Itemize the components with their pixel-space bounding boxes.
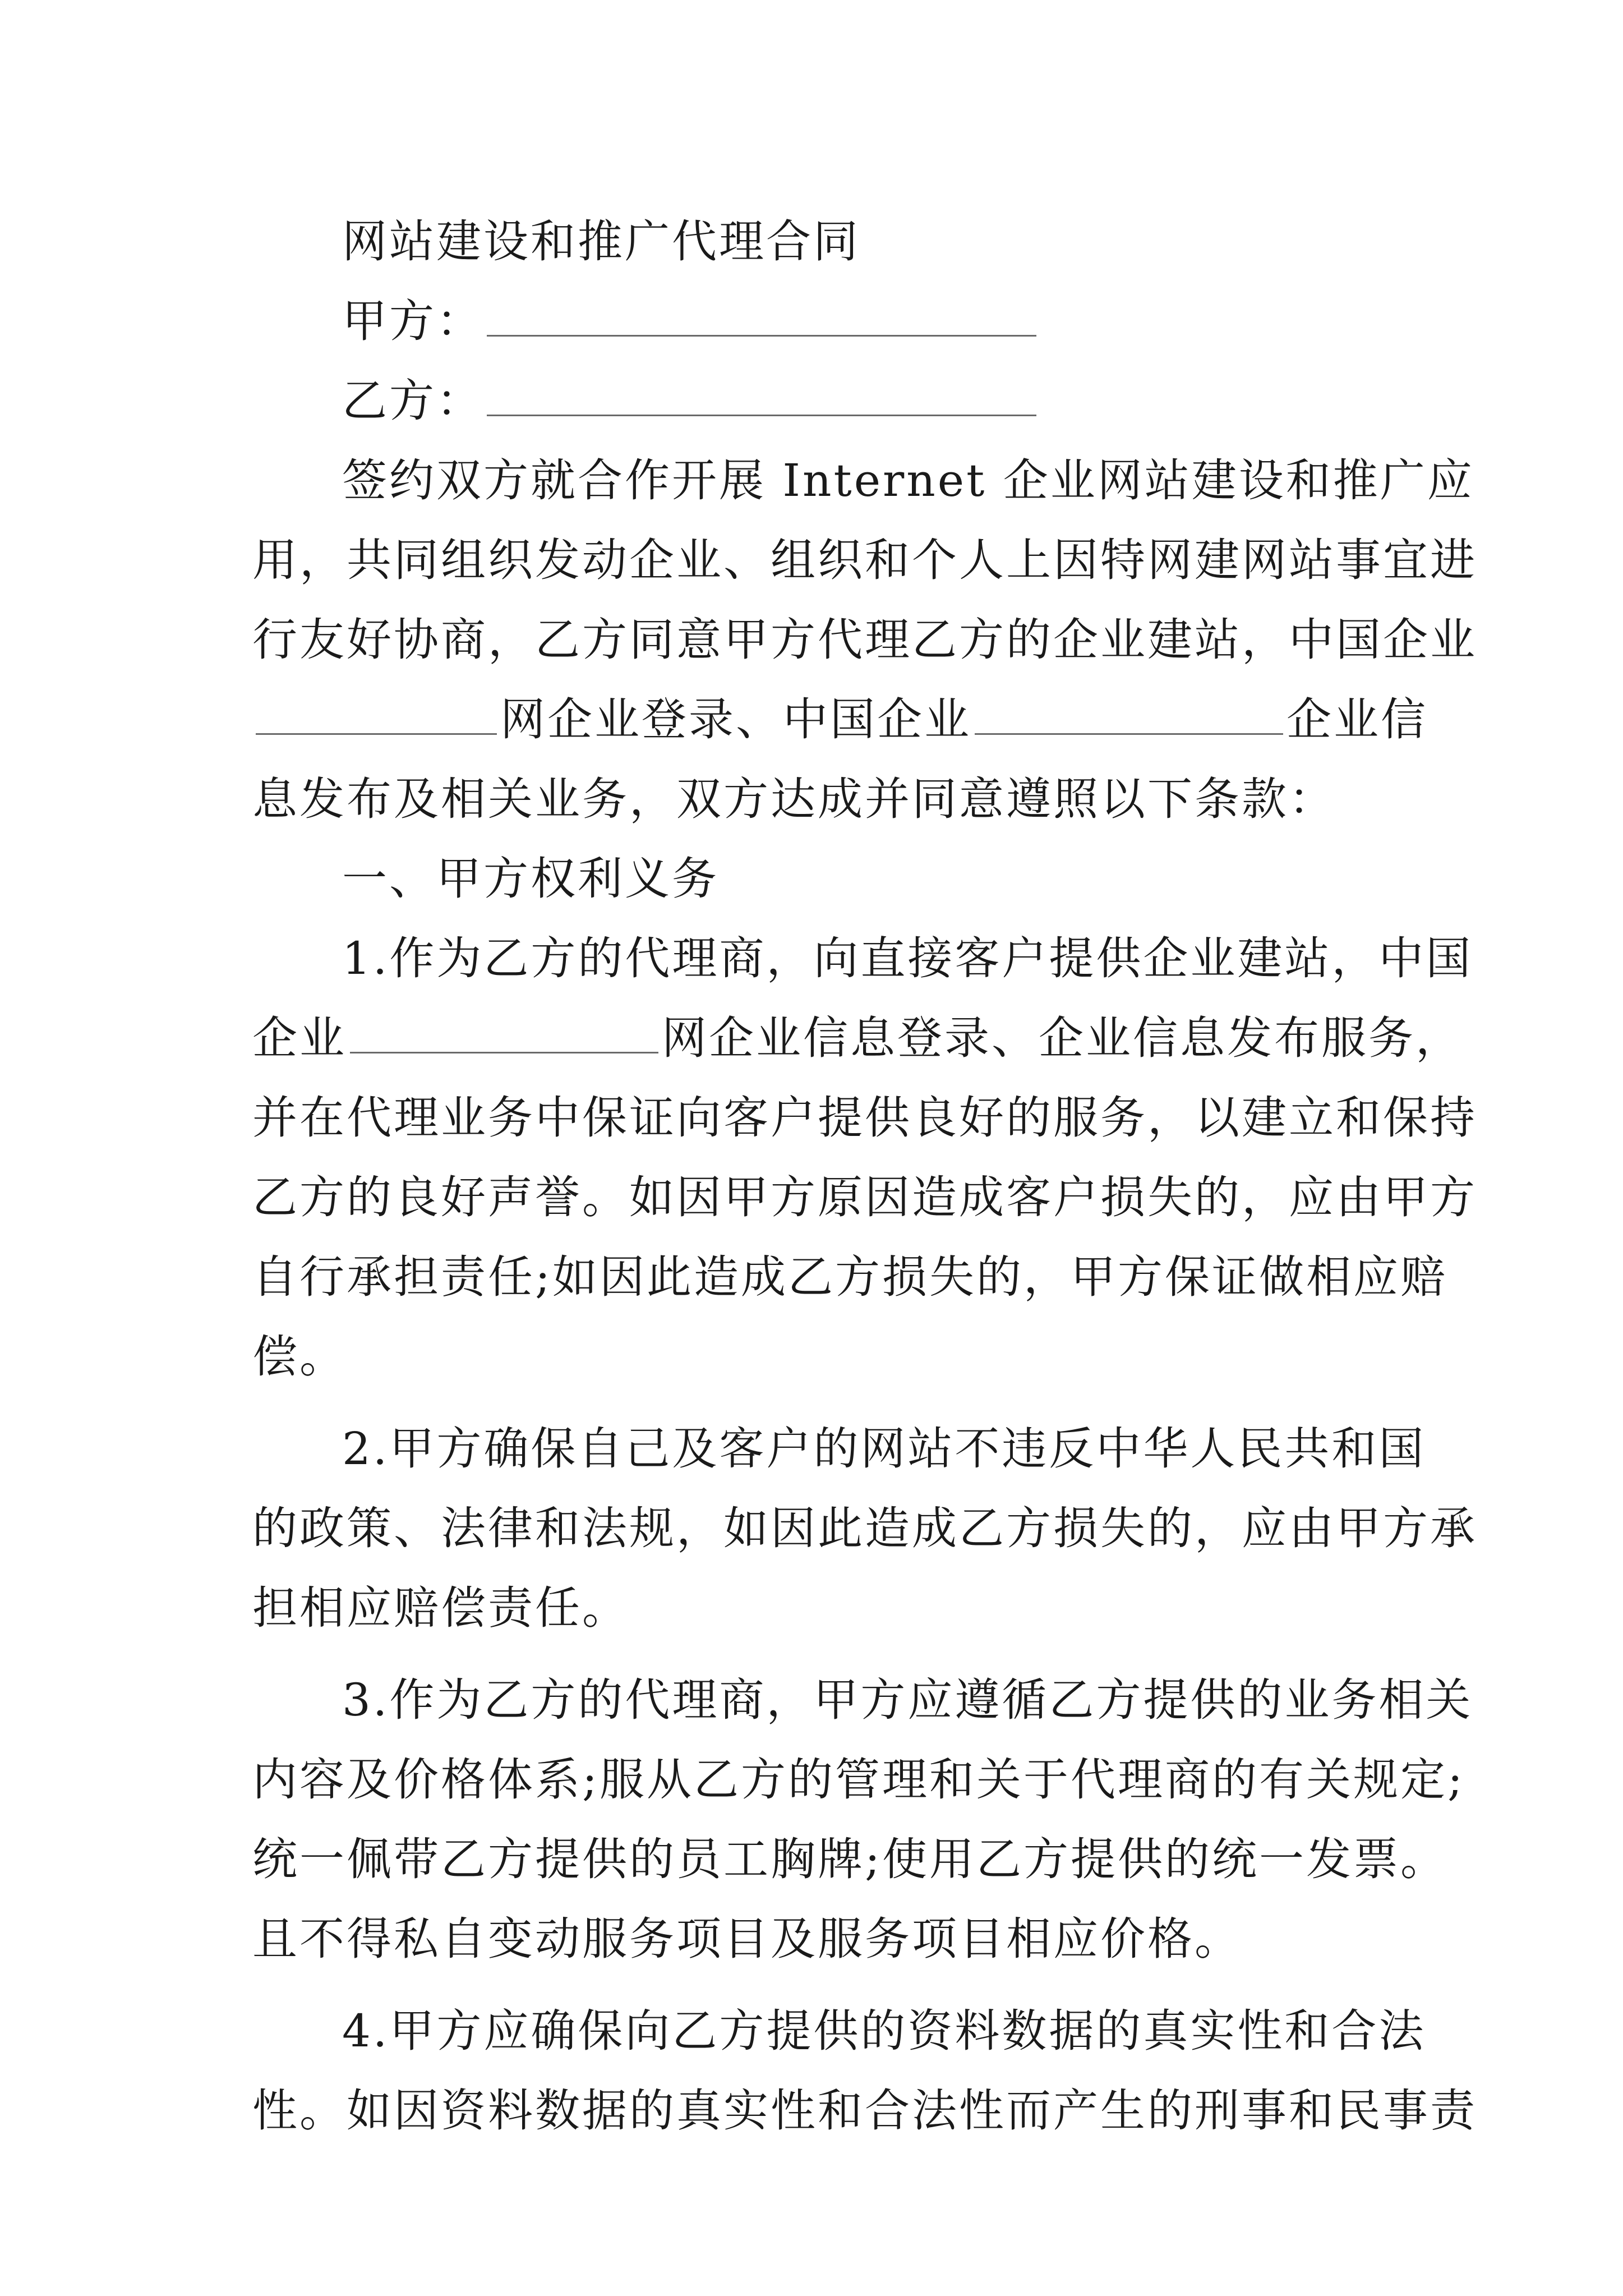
- intro-line-4: [252, 680, 1428, 760]
- clause-2-line-3: 担相应赔偿责任。: [252, 1582, 629, 1634]
- clause-1-line-3: 并在代理业务中保证向客户提供良好的服务，以建立和保持: [252, 1092, 1477, 1144]
- clause-3-line-4: 且不得私自变动服务项目及服务项目相应价格。: [252, 1913, 1242, 1965]
- intro-line-2: 用，共同组织发动企业、组织和个人上因特网建网站事宜进: [252, 534, 1477, 586]
- clause-1-line-2-part-1: 企业: [252, 1012, 347, 1064]
- clause-1-line-2-part-2: 网企业信息登录、企业信息发布服务，: [662, 1012, 1463, 1064]
- document-body: [252, 202, 1477, 2151]
- party-a-label: 甲方：: [342, 295, 483, 347]
- document-title: 网站建设和推广代理合同: [342, 215, 860, 268]
- intro-line-4-part-2: 企业信: [1287, 693, 1428, 746]
- clause-3-line-2: 内容及价格体系;服从乙方的管理和关于代理商的有关规定;: [252, 1754, 1465, 1806]
- clause-1-line-5: 自行承担责任;如因此造成乙方损失的，甲方保证做相应赔: [252, 1251, 1447, 1303]
- clause-1-line-6: 偿。: [252, 1331, 347, 1383]
- intro-line-1: 签约双方就合作开展 Internet 企业网站建设和推广应: [342, 454, 1474, 507]
- clause-1-blank: [350, 1008, 658, 1053]
- intro-line-5: 息发布及相关业务，双方达成并同意遵照以下条款：: [252, 773, 1336, 825]
- intro-line-4-part-1: 网企业登录、中国企业: [500, 693, 971, 746]
- clause-2-line-2: 的政策、法律和法规，如因此造成乙方损失的，应由甲方承: [252, 1502, 1477, 1554]
- party-b-label: 乙方：: [342, 375, 483, 427]
- clause-1-line-1: 1.作为乙方的代理商，向直接客户提供企业建站，中国: [342, 932, 1473, 984]
- party-b-line: [252, 361, 1391, 441]
- clause-3-line-3: 统一佩带乙方提供的员工胸牌;使用乙方提供的统一发票。: [252, 1833, 1447, 1885]
- party-b-blank: [487, 371, 1036, 416]
- intro-blank-2: [975, 689, 1283, 735]
- clause-1-line-4: 乙方的良好声誉。如因甲方原因造成客户损失的，应由甲方: [252, 1171, 1477, 1223]
- party-a-line: [252, 282, 1391, 361]
- clause-4-line-2: 性。如因资料数据的真实性和合法性而产生的刑事和民事责: [252, 2085, 1477, 2137]
- clause-2-line-1: 2.甲方确保自己及客户的网站不违反中华人民共和国: [342, 1423, 1426, 1475]
- clause-4-line-1: 4.甲方应确保向乙方提供的资料数据的真实性和合法: [342, 2005, 1426, 2057]
- clause-1-line-2: [252, 999, 1463, 1078]
- party-a-blank: [487, 291, 1036, 337]
- intro-line-3: 行友好协商，乙方同意甲方代理乙方的企业建站，中国企业: [252, 614, 1477, 666]
- clause-3-line-1: 3.作为乙方的代理商，甲方应遵循乙方提供的业务相关: [342, 1674, 1473, 1726]
- section-1-heading: 一、甲方权利义务: [342, 853, 719, 905]
- intro-blank-1: [256, 689, 497, 735]
